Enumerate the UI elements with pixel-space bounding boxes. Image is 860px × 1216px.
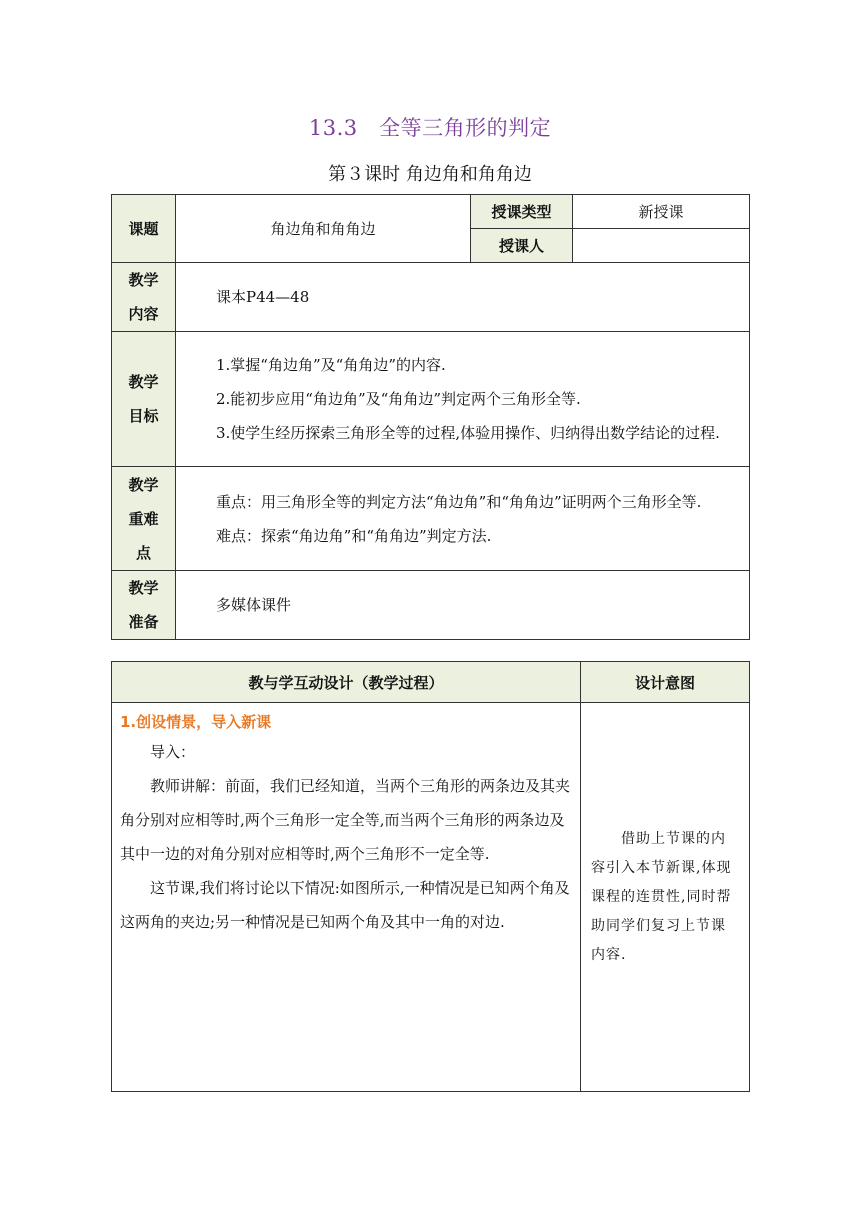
goal-item: 2.能初步应用“角边角”及“角角边”判定两个三角形全等. bbox=[216, 390, 581, 408]
teaching-process-table bbox=[111, 661, 750, 1092]
process-paragraph: 这节课,我们将讨论以下情况:如图所示,一种情况是已知两个角及这两角的夹边;另一种情况是已知两个角及其中一角的对边. bbox=[120, 879, 570, 931]
prep-label: 教学 准备 bbox=[112, 571, 176, 640]
goals-list bbox=[176, 332, 750, 467]
process-column-header: 教与学互动设计（教学过程） bbox=[112, 662, 581, 703]
lesson-subtitle: 第３课时 角边角和角角边 bbox=[328, 164, 532, 185]
intent-column-header: 设计意图 bbox=[581, 662, 750, 703]
key-points-label: 教学 重难 点 bbox=[112, 467, 176, 571]
content-label: 教学 内容 bbox=[112, 263, 176, 332]
goals-label: 教学 目标 bbox=[112, 332, 176, 467]
document-title: 13.3 全等三角形的判定 bbox=[308, 116, 552, 140]
section-heading: 1.创设情景，导入新课 bbox=[120, 713, 272, 731]
process-paragraph: 导入： bbox=[150, 743, 196, 761]
topic-value: 角边角和角角边 bbox=[176, 195, 471, 263]
prep-value: 多媒体课件 bbox=[176, 571, 750, 640]
key-point-item: 重点：用三角形全等的判定方法“角边角”和“角角边”证明两个三角形全等. bbox=[216, 492, 702, 511]
design-intent: 借助上节课的内容引入本节新课,体现课程的连贯性,同时帮助同学们复习上节课内容. bbox=[581, 703, 750, 1092]
goal-item: 1.掌握“角边角”及“角角边”的内容. bbox=[216, 356, 446, 374]
lesson-type-value: 新授课 bbox=[573, 195, 750, 229]
lesson-info-table bbox=[111, 194, 750, 640]
process-content bbox=[112, 703, 581, 1092]
goal-item: 3.使学生经历探索三角形全等的过程,体验用操作、归纳得出数学结论的过程. bbox=[216, 424, 720, 442]
content-value: 课本P44—48 bbox=[176, 263, 750, 332]
key-points bbox=[176, 467, 750, 571]
teacher-label: 授课人 bbox=[471, 229, 573, 263]
teacher-value bbox=[573, 229, 750, 263]
process-paragraph: 教师讲解：前面，我们已经知道，当两个三角形的两条边及其夹角分别对应相等时,两个三角形一定全等,而当两个三角形的两条边及其中一边的对角分别对应相等时,两个三角形不一定全等. bbox=[120, 777, 571, 863]
topic-label: 课题 bbox=[112, 195, 176, 263]
key-point-item: 难点：探索“角边角”和“角角边”判定方法. bbox=[216, 526, 492, 545]
lesson-type-label: 授课类型 bbox=[471, 195, 573, 229]
